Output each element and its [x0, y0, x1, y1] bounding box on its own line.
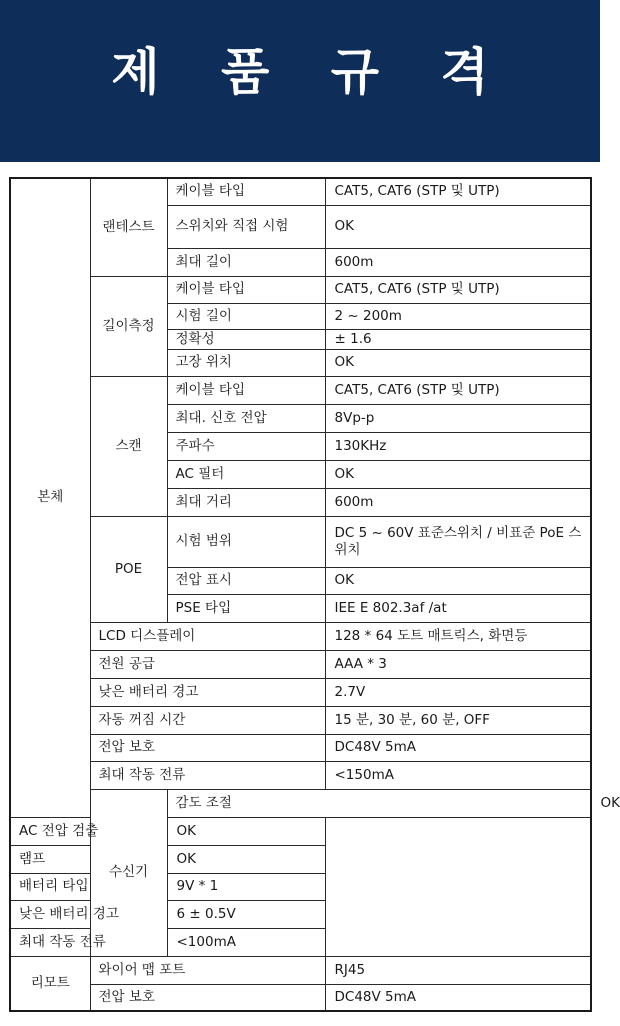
spec-value: 15 분, 30 분, 60 분, OFF: [325, 706, 591, 734]
spec-value: OK: [325, 567, 591, 594]
spec-value: AAA * 3: [325, 650, 591, 678]
spec-label: 전압 보호: [90, 984, 325, 1011]
spec-label: 케이블 타입: [167, 178, 325, 205]
spec-label: 케이블 타입: [167, 276, 325, 303]
spec-label: 주파수: [167, 432, 325, 460]
table-row: [10, 845, 591, 873]
table-row: [10, 761, 591, 789]
spec-value: 8Vp-p: [325, 404, 591, 432]
spec-label: 최대 작동 전류: [10, 928, 167, 956]
table-row: [10, 178, 591, 205]
table-row: [10, 873, 591, 900]
page-title: 제 품 규 격: [111, 43, 511, 101]
spec-value: <100mA: [167, 928, 325, 956]
group-main: 본체: [10, 178, 90, 817]
table-row: [10, 276, 591, 303]
table-row: [10, 956, 591, 984]
spec-label: PSE 타입: [167, 594, 325, 622]
spec-value: IEE E 802.3af /at: [325, 594, 591, 622]
spec-value: <150mA: [325, 761, 591, 789]
spec-value: DC48V 5mA: [325, 984, 591, 1011]
spec-value: 130KHz: [325, 432, 591, 460]
spec-label: 시험 범위: [167, 516, 325, 567]
table-row: [10, 706, 591, 734]
spec-label: 낮은 배터리 경고: [90, 678, 325, 706]
table-row: [10, 984, 591, 1011]
spec-value: OK: [325, 460, 591, 488]
spec-label: 최대 작동 전류: [90, 761, 325, 789]
spec-value: DC 5 ~ 60V 표준스위치 / 비표준 PoE 스위치: [325, 516, 591, 567]
spec-value: 2 ~ 200m: [325, 303, 591, 329]
spec-value: 6 ± 0.5V: [167, 900, 325, 928]
spec-value: 2.7V: [325, 678, 591, 706]
spec-value: 128 * 64 도트 매트릭스, 화면등: [325, 622, 591, 650]
spec-label: 고장 위치: [167, 349, 325, 376]
spec-value: OK: [167, 845, 325, 873]
spec-value: RJ45: [325, 956, 591, 984]
table-row: [10, 678, 591, 706]
spec-label: 정확성: [167, 329, 325, 349]
table-row: 수신기 감도 조절 OK: [10, 789, 591, 817]
spec-value: OK: [167, 817, 325, 845]
table-row: [10, 734, 591, 761]
spec-label: 최대. 신호 전압: [167, 404, 325, 432]
spec-value: CAT5, CAT6 (STP 및 UTP): [325, 276, 591, 303]
spec-value: CAT5, CAT6 (STP 및 UTP): [325, 178, 591, 205]
spec-label: AC 전압 검출: [10, 817, 167, 845]
spec-value: 600m: [325, 488, 591, 516]
spec-value: 600m: [325, 248, 591, 276]
table-row: [10, 622, 591, 650]
header-banner: [0, 0, 600, 162]
subgroup-lan: 랜테스트: [90, 178, 167, 276]
spec-label: 배터리 타입: [10, 873, 167, 900]
table-row: [10, 376, 591, 404]
table-row: [10, 516, 591, 567]
subgroup-poe: POE: [90, 516, 167, 622]
subgroup-scan: 스캔: [90, 376, 167, 516]
spec-label: 케이블 타입: [167, 376, 325, 404]
spec-value: OK: [325, 205, 591, 248]
spec-label: 스위치와 직접 시험: [167, 205, 325, 248]
table-row: [10, 900, 591, 928]
spec-label: 시험 길이: [167, 303, 325, 329]
spec-label: 자동 꺼짐 시간: [90, 706, 325, 734]
group-remote: 리모트: [10, 956, 90, 1011]
spec-table: [9, 177, 620, 1012]
spec-value: CAT5, CAT6 (STP 및 UTP): [325, 376, 591, 404]
spec-label: 낮은 배터리 경고: [10, 900, 167, 928]
group-receiver: 수신기: [90, 789, 167, 956]
spec-label: 램프: [10, 845, 167, 873]
table-row: [10, 817, 591, 845]
spec-label: 감도 조절: [167, 789, 591, 817]
spec-value: 9V * 1: [167, 873, 325, 900]
spec-label: AC 필터: [167, 460, 325, 488]
spec-label: LCD 디스플레이: [90, 622, 325, 650]
spec-label: 와이어 맵 포트: [90, 956, 325, 984]
spec-label: 전압 표시: [167, 567, 325, 594]
spec-value: OK: [325, 349, 591, 376]
spec-label: 최대 길이: [167, 248, 325, 276]
table-row: [10, 928, 591, 956]
spec-label: 최대 거리: [167, 488, 325, 516]
spec-label: 전압 보호: [90, 734, 325, 761]
table-row: [10, 650, 591, 678]
spec-value: ± 1.6: [325, 329, 591, 349]
subgroup-length: 길이측정: [90, 276, 167, 376]
spec-value: DC48V 5mA: [325, 734, 591, 761]
spec-label: 전원 공급: [90, 650, 325, 678]
